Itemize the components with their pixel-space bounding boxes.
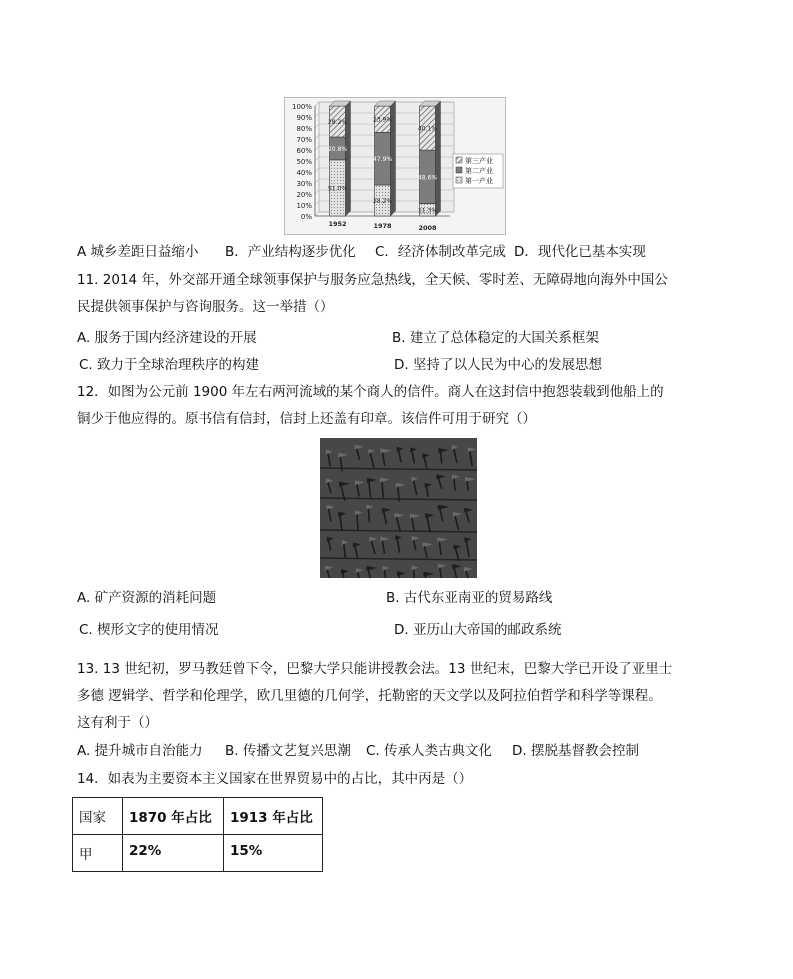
chart-y-tick-label: 70% — [296, 136, 312, 144]
chart-data-label: 51.0% — [327, 185, 348, 193]
q13-stem-line2: 多德 逻辑学、哲学和伦理学，欧几里德的几何学，托勒密的天文学以及阿拉伯哲学和科学等课程。 — [77, 688, 662, 704]
chart-data-label: 23.9% — [372, 116, 393, 124]
chart-y-tick-label: 10% — [296, 202, 312, 210]
chart-data-label: 40.1% — [417, 125, 438, 133]
chart-legend-label: 第二产业 — [465, 167, 493, 175]
industry-structure-chart — [284, 97, 506, 235]
chart-y-tick-label: 40% — [296, 169, 312, 177]
chart-x-tick-label: 1952 — [328, 220, 347, 228]
chart-grid-diagonal — [315, 168, 319, 172]
table-row — [73, 835, 323, 872]
q11-option-c: C. 致力于全球治理秩序的构建 — [79, 357, 260, 373]
q12-option-d: D. 亚历山大帝国的邮政系统 — [394, 622, 562, 638]
table-cell: 甲 — [73, 835, 123, 872]
table-cell: 22% — [123, 835, 224, 872]
chart-data-label: 11.3% — [417, 207, 438, 215]
chart-data-label: 28.2% — [372, 197, 393, 205]
chart-data-label: 47.9% — [372, 156, 393, 164]
chart-x-tick-label: 2008 — [418, 224, 437, 232]
q13-option-c: C. 传承人类古典文化 — [366, 743, 493, 759]
chart-data-label: 48.6% — [417, 174, 438, 182]
chart-svg — [285, 98, 505, 234]
q12-option-b: B. 古代东亚南亚的贸易路线 — [386, 590, 553, 606]
trade-share-table — [72, 797, 323, 872]
table-header-cell: 国家 — [73, 798, 123, 835]
table-header-cell: 1870 年占比 — [123, 798, 224, 835]
q12-stem-line1: 12．如图为公元前 1900 年左右两河流域的某个商人的信件。商人在这封信中抱怨装载到他船上的 — [77, 384, 664, 400]
chart-legend-label: 第三产业 — [465, 157, 493, 165]
q12-option-a: A. 矿产资源的消耗问题 — [77, 590, 217, 606]
q11-option-b: B. 建立了总体稳定的大国关系框架 — [392, 330, 599, 346]
q12-stem-line2: 铜少于他应得的。原书信有信封，信封上还盖有印章。该信件可用于研究（） — [77, 411, 536, 427]
chart-y-tick-label: 20% — [296, 191, 312, 199]
chart-grid-diagonal — [315, 146, 319, 150]
q10-option-d: D．现代化已基本实现 — [514, 244, 646, 260]
chart-grid-diagonal — [315, 212, 319, 216]
chart-x-tick-label: 1978 — [373, 222, 392, 230]
q10-option-a: A 城乡差距日益缩小 — [77, 244, 199, 260]
q13-option-a: A. 提升城市自治能力 — [77, 743, 203, 759]
q13-stem-line3: 这有利于（） — [77, 715, 158, 731]
chart-legend-swatch — [456, 177, 462, 183]
cuneiform-tablet-image — [320, 438, 477, 578]
q11-stem-line1: 11. 2014 年，外交部开通全球领事保护与服务应急热线，全天候、零时差、无障碍地向海外中国公 — [77, 272, 668, 288]
chart-legend-label: 第一产业 — [465, 177, 493, 185]
chart-grid-diagonal — [315, 201, 319, 205]
q12-option-c: C. 楔形文字的使用情况 — [79, 622, 219, 638]
q13-option-b: B. 传播文艺复兴思潮 — [225, 743, 351, 759]
chart-legend-swatch — [456, 157, 462, 163]
table-header-row — [73, 798, 323, 835]
q11-stem-line2: 民提供领事保护与咨询服务。这一举措（） — [77, 299, 334, 315]
chart-grid-diagonal — [315, 124, 319, 128]
tablet-stroke-mark — [368, 509, 369, 523]
tablet-surface — [320, 438, 477, 578]
table-cell: 15% — [224, 835, 323, 872]
chart-y-tick-label: 50% — [296, 158, 312, 166]
chart-grid-diagonal — [315, 179, 319, 183]
q14-stem: 14．如表为主要资本主义国家在世界贸易中的占比，其中丙是（） — [77, 771, 473, 787]
chart-grid-diagonal — [315, 190, 319, 194]
chart-y-tick-label: 100% — [291, 103, 312, 111]
table-header-cell: 1913 年占比 — [224, 798, 323, 835]
chart-data-label: 28.2% — [327, 119, 348, 127]
chart-y-tick-label: 0% — [300, 213, 312, 221]
q13-option-d: D. 摆脱基督教会控制 — [512, 743, 639, 759]
chart-grid-diagonal — [315, 135, 319, 139]
q11-option-a: A. 服务于国内经济建设的开展 — [77, 330, 257, 346]
chart-y-tick-label: 30% — [296, 180, 312, 188]
q11-option-d: D. 坚持了以人民为中心的发展思想 — [394, 357, 602, 373]
chart-grid-diagonal — [315, 113, 319, 117]
chart-y-tick-label: 90% — [296, 114, 312, 122]
chart-legend-swatch — [456, 167, 462, 173]
chart-data-label: 20.8% — [327, 145, 348, 153]
chart-y-tick-label: 80% — [296, 125, 312, 133]
chart-y-tick-label: 60% — [296, 147, 312, 155]
q10-option-b: B．产业结构逐步优化 — [225, 244, 356, 260]
q10-option-c: C．经济体制改革完成 — [375, 244, 506, 260]
q13-stem-line1: 13. 13 世纪初，罗马教廷曾下令，巴黎大学只能讲授教会法。13 世纪末，巴黎大学已开设了亚里士 — [77, 661, 673, 677]
cuneiform-tablet-svg — [320, 438, 477, 578]
chart-grid-diagonal — [315, 102, 319, 106]
chart-grid-diagonal — [315, 157, 319, 161]
